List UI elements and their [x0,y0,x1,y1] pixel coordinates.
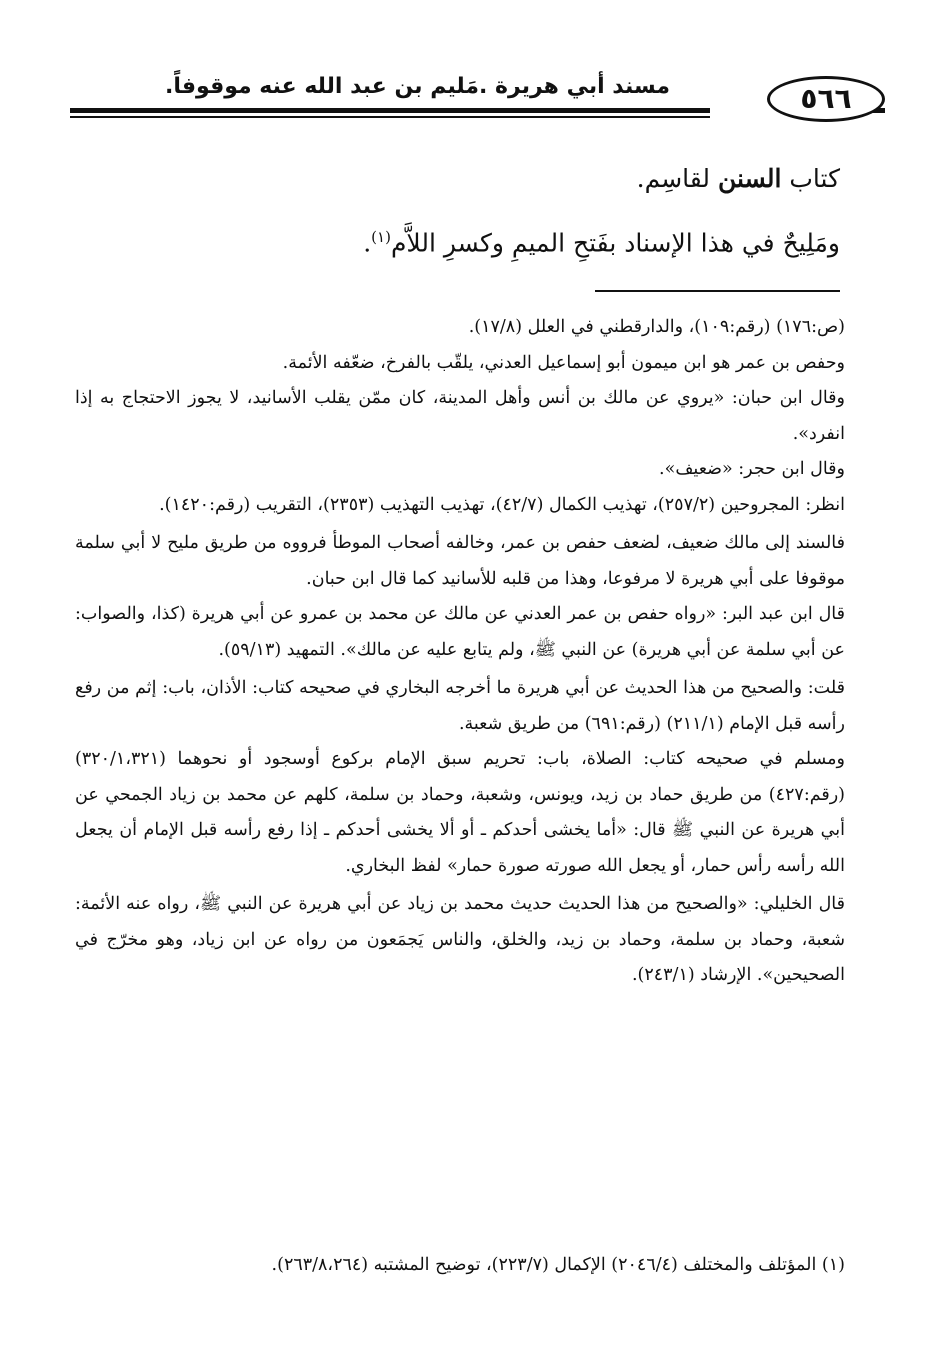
page-number: ٥٦٦ [767,76,885,122]
note-paragraph: وقال ابن حبان: «يروي عن مالك بن أنس وأهل المدينة، كان ممّن يقلب الأسانيد، لا يجوز الاحتجاج به إذا انفرد». [75,388,845,444]
main-line-2-end: . [363,228,372,258]
main-line-1 [120,150,840,208]
footnote: (١) المؤتلف والمختلف (٢٠٤٦/٤) الإكمال (٢٢٣/٧)، توضيح المشتبه (٢٦٣/٨،٢٦٤). [271,1255,845,1275]
note-paragraph: ومسلم في صحيحه كتاب: الصلاة، باب: تحريم سبق الإمام بركوع أوسجود أو نحوهما (٣٢٠/١،٣٢١) (رقم:٤٢٧) من طريق حماد بن زيد، ويونس، وشعبة، وحماد بن سلمة، كلهم عن محمد بن زياد الجمحي عن أبي هريرة عن النبي ﷺ قال: «أما يخشى أحدكم ـ أو ألا يخشى أحدكم ـ إذا رفع رأسه قبل الإمام أن يجعل الله رأسه رأس حمار، أو يجعل الله صورته صورة حمار» لفظ البخاري. [75,749,845,876]
footnote-separator [595,290,840,292]
note-paragraph: (ص:١٧٦) (رقم:١٠٩)، والدارقطني في العلل (١٧/٨). [468,317,845,337]
main-text [120,150,840,272]
notes-block [75,310,845,994]
main-line-2-text: ومَلِيحٌ في هذا الإسناد بفَتحِ الميمِ وكسرِ اللاَّم [390,228,840,258]
main-line-1-prefix: كتاب [781,164,840,193]
header-rule-thin [70,116,710,118]
note-paragraph: قال ابن عبد البر: «رواه حفص بن عمر العدني عن مالك عن محمد بن عمرو عن أبي هريرة (كذا، والصواب: عن أبي سلمة عن أبي هريرة) عن النبي ﷺ، ولم يتابع عليه عن مالك». التمهيد (٥٩/١٣). [75,604,845,660]
header-title: مسند أبي هريرة .مَليم بن عبد الله عنه موقوفاً. [165,74,670,99]
footnote-marker: (١) [371,228,391,246]
note-paragraph: انظر: المجروحين (٢٥٧/٢)، تهذيب الكمال (٤٢/٧)، تهذيب التهذيب (٢٣٥٣)، التقريب (رقم:١٤٢٠). [159,494,845,515]
note-paragraph: وقال ابن حجر: «ضعيف». [659,459,845,479]
note-paragraph: وحفص بن عمر هو ابن ميمون أبو إسماعيل العدني، يلقّب بالفرخ، ضعّفه الأئمة. [282,352,845,373]
running-header [70,70,885,130]
header-rule-thick [70,108,710,113]
main-line-1-bold: السنن [718,164,782,193]
note-paragraph: قال الخليلي: «والصحيح من هذا الحديث حديث محمد بن زياد عن أبي هريرة عن النبي ﷺ، رواه عنه الأئمة: شعبة، وحماد بن سلمة، وحماد بن زيد، والخلق، والناس يَجمَعون من رواه عن ابن زياد، وهو مخرّج في الصحيحين». الإرشاد (٢٤٣/١). [75,894,845,985]
note-paragraph: فالسند إلى مالك ضعيف، لضعف حفص بن عمر، وخالفه أصحاب الموطأ فرووه من طريق مليح لا أبي سلمة موقوفا على أبي هريرة لا مرفوعا، وهذا من قلبه للأسانيد كما قال ابن حبان. [75,533,845,589]
main-line-1-suffix: لقاسِم. [636,164,718,193]
main-line-2 [120,208,840,272]
note-paragraph: قلت: والصحيح من هذا الحديث عن أبي هريرة ما أخرجه البخاري في صحيحه كتاب: الأذان، باب: إثم من رفع رأسه قبل الإمام (٢١١/١) (رقم:٦٩١) من طريق شعبة. [75,678,845,734]
